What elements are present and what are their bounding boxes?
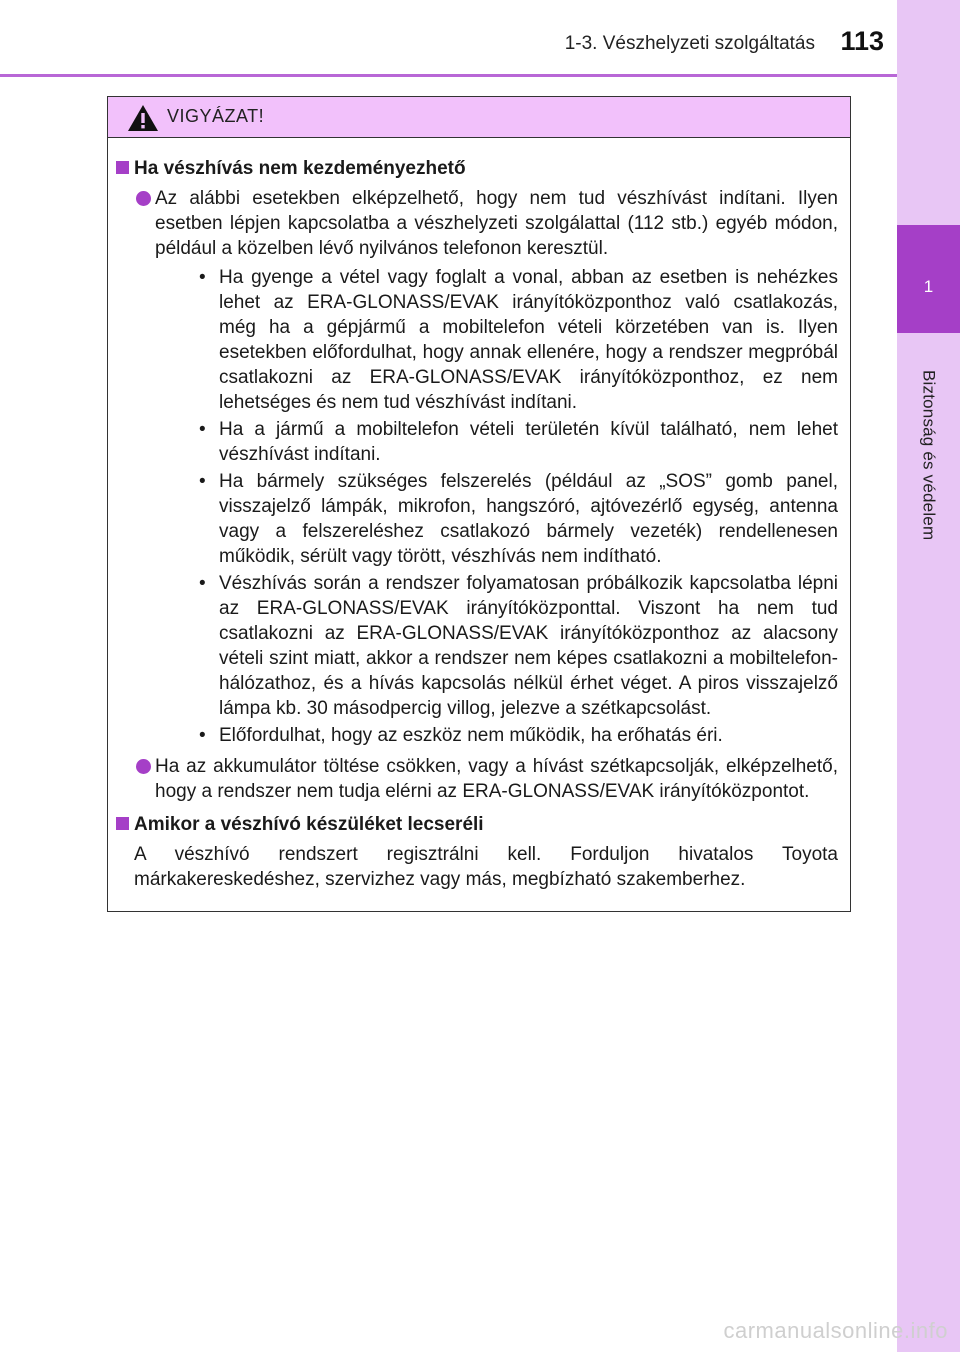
sub-bullet-item: • Előfordulhat, hogy az eszköz nem működik, ha erőhatás éri. <box>199 725 723 746</box>
circle-bullet-icon <box>136 759 151 774</box>
warning-content <box>108 138 850 892</box>
section-heading <box>113 156 838 181</box>
sub-bullet-text: Ha gyenge a vétel vagy foglalt a vonal, abban az esetben is nehézkes lehet az ERA-GLONASS/EVAK irányítóközponthoz való csatlakozás, még ha a gépjármű a mobiltelefon vételi körzetében van is. Ilyen esetekben előfordulhat, hogy annak ellenére, hogy a rendszer megpróbál csatlakozni az ERA-GLONASS/EVAK irányítóközponthoz, ez nem lehetséges és nem tud vészhívást indítani. <box>219 267 838 413</box>
chapter-title-text: Biztonság és védelem <box>919 369 939 541</box>
circle-bullet-icon <box>136 191 151 206</box>
sub-bullet-list <box>155 265 838 748</box>
list-item-text: Ha az akkumulátor töltése csökken, vagy a hívást szétkapcsolják, elképzelhető, hogy a rendszer nem tudja elérni az ERA-GLONASS/EVAK irányítóközpontot. <box>155 756 838 802</box>
list-item <box>113 754 838 804</box>
page-number: 113 <box>840 26 884 56</box>
sub-bullet-text: Előfordulhat, hogy az eszköz nem működik, ha erőhatás éri. <box>219 725 723 746</box>
header-divider <box>0 74 897 77</box>
sub-bullet-item: • Ha gyenge a vétel vagy foglalt a vonal, abban az esetben is nehézkes lehet az ERA-GLONASS/EVAK irányítóközponthoz való csatlakozás, még ha a gépjármű a mobiltelefon vételi körzetében van is. Ilyen esetekben előfordulhat, hogy annak ellenére, hogy a rendszer megpróbál csatlakozni az ERA-GLONASS/EVAK irányítóközponthoz, ez nem lehetséges és nem tud vészhívást indítani. <box>199 267 838 413</box>
sub-bullet-text: Ha a jármű a mobiltelefon vételi területén kívül található, nem lehet vészhívást indítani. <box>219 419 838 465</box>
watermark: carmanualsonline.info <box>723 1318 948 1343</box>
section-heading <box>113 812 838 837</box>
square-bullet-icon <box>116 817 129 830</box>
section-heading-text: Ha vészhívás nem kezdeményezhető <box>134 158 466 179</box>
list-item-text: Az alábbi esetekben elképzelhető, hogy nem tud vészhívást indítani. Ilyen esetben lépjen kapcsolatba a vészhelyzeti szolgálattal (112 stb.) egyéb módon, például a közelben lévő nyilvános telefonon keresztül. <box>155 188 838 259</box>
warning-title: VIGYÁZAT! <box>167 106 265 126</box>
warning-header <box>108 97 850 138</box>
section-paragraph: A vészhívó rendszert regisztrálni kell. Forduljon hivatalos Toyota márkakereskedéshez, szervizhez vagy más, megbízható szakemberhez. <box>134 844 838 890</box>
section-heading-text: Amikor a vészhívó készüléket lecseréli <box>134 814 484 835</box>
sub-bullet-text: Vészhívás során a rendszer folyamatosan próbálkozik kapcsolatba lépni az ERA-GLONASS/EVAK irányítóközponttal. Viszont ha nem tud csatlakozni az ERA-GLONASS/EVAK irányítóközponthoz az alacsony vételi szint miatt, akkor a rendszer nem képes csatlakozni a mobiltelefon-hálózathoz, és a hívás kapcsolás nélkül érhet véget. A piros visszajelző lámpa kb. 30 másodpercig villog, jelezve a szétkapcsolást. <box>219 573 838 719</box>
sub-bullet-item: • Ha bármely szükséges felszerelés (például az „SOS” gomb panel, visszajelző lámpák, mikrofon, hangszóró, ajtóvezérlő egység, antenna vagy a felszereléshez csatlakozó bármely vezeték) rendellenesen működik, sérült vagy törött, vészhívás nem indítható. <box>199 471 838 567</box>
chapter-side-tab <box>897 0 960 1352</box>
warning-triangle-icon <box>127 104 159 132</box>
warning-box <box>107 96 851 912</box>
list-item <box>113 186 838 748</box>
header-section-title: 1-3. Vészhelyzeti szolgáltatás <box>564 33 815 54</box>
sub-bullet-item: • Ha a jármű a mobiltelefon vételi területén kívül található, nem lehet vészhívást indítani. <box>199 419 838 465</box>
sub-bullet-item: • Vészhívás során a rendszer folyamatosan próbálkozik kapcsolatba lépni az ERA-GLONASS/EVAK irányítóközponttal. Viszont ha nem tud csatlakozni az ERA-GLONASS/EVAK irányítóközponthoz az alacsony vételi szint miatt, akkor a rendszer nem képes csatlakozni a mobiltelefon-hálózathoz, és a hívás kapcsolás nélkül érhet véget. A piros visszajelző lámpa kb. 30 másodpercig villog, jelezve a szétkapcsolást. <box>199 573 838 719</box>
sub-bullet-text: Ha bármely szükséges felszerelés (például az „SOS” gomb panel, visszajelző lámpák, mikrofon, hangszóró, ajtóvezérlő egység, antenna vagy a felszereléshez csatlakozó bármely vezeték) rendellenesen működik, sérült vagy törött, vészhívás nem indítható. <box>219 471 838 567</box>
square-bullet-icon <box>116 161 129 174</box>
chapter-number: 1 <box>897 225 960 333</box>
chapter-title <box>897 340 960 570</box>
